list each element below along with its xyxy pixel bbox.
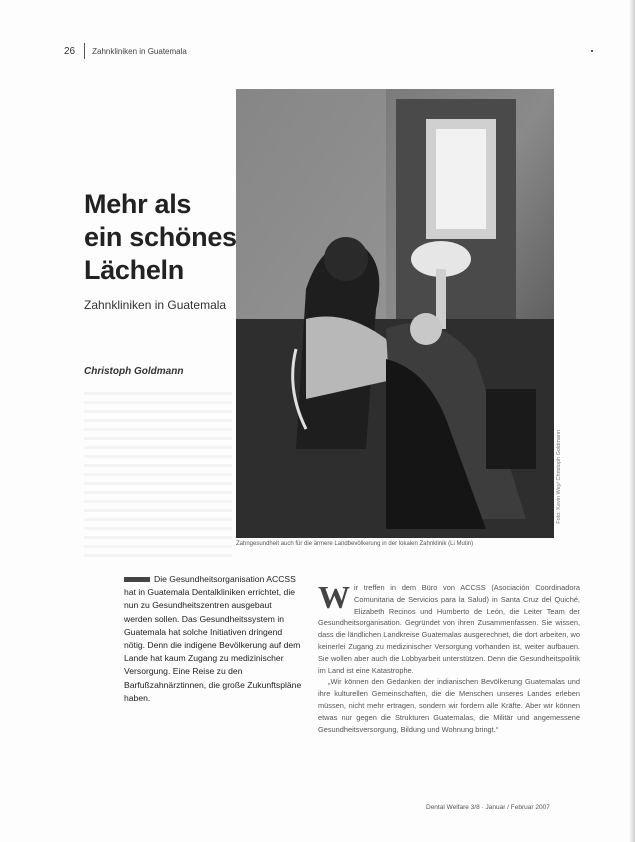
lead-paragraph xyxy=(124,573,302,705)
running-head xyxy=(64,43,187,59)
lead-marker xyxy=(124,577,150,582)
page-edge-shadow xyxy=(629,0,635,842)
drop-cap: W xyxy=(318,579,350,615)
section-name: Zahnkliniken in Guatemala xyxy=(92,46,187,56)
title-line: Lächeln xyxy=(84,255,184,285)
page-number: 26 xyxy=(64,45,76,57)
title-line: Mehr als xyxy=(84,189,192,219)
article-photo xyxy=(236,89,554,538)
photo-credit: Foto: Kevin Wey/ Christoph Goldmann xyxy=(556,430,562,524)
header-mark xyxy=(591,50,593,52)
body-column xyxy=(318,579,580,735)
page-footer: Dental Welfare 3/8 · Januar / Februar 2007 xyxy=(426,804,550,811)
show-through-text xyxy=(84,392,232,557)
photo-caption: Zahngesundheit auch für die ärmere Landbevölkerung in der lokalen Zahnklinik (Li Mutin) xyxy=(236,541,474,547)
article-subtitle: Zahnkliniken in Guatemala xyxy=(84,298,227,312)
article-author: Christoph Goldmann xyxy=(84,366,184,377)
title-line: ein schönes xyxy=(84,222,237,252)
lead-text: Die Gesundheitsorganisation ACCSS hat in Guatemala Dentalkliniken errichtet, die nun zu Gesundheitszentren ausgebaut werden sollen. Das Gesundheitssystem in Guatemala hat solche Initiativen dringend nötig. Denn die indigene Bevölkerung auf dem Lande hat kaum Zugang zu medizinischer Versorgung. Eine Reise zu den Barfußzahnärztinnen, die große Zukunftspläne haben. xyxy=(124,574,302,703)
article-title xyxy=(84,188,254,287)
header-divider xyxy=(84,43,85,59)
body-paragraph: ir treffen in dem Büro von ACCSS (Asociación Coordinadora Comunitaria de Servicios para la Salud) in Santa Cruz del Quiché, Elizabeth Recinos und Humberto de León, die Leiter Team der Gesundheitsorganisation. Gegründet von ihren Zusammenfassen. Sie wissen, dass die ländlichen Landkreise Guatemalas ausgerechnet, die dort arbeiten, wo keinerlei Zugang zu medizinischer Versorgung vorhanden ist, weiter aufbauen. Sie wollen aber auch die Lobbyarbeit unterstützen. Denn die Gesundheitspolitik im Land ist eine Katastrophe. xyxy=(318,583,580,675)
body-paragraph: „Wir können den Gedanken der indianischen Bevölkerung Guatemalas und ihre kulturellen Gemeinschaften, die die Menschen unseres Landes erleben müssen, nicht mehr ertragen, sondern wir fordern alle Kräfte. Aber wir können etwas nur gegen die Strukturen Guatemalas, die Militär und angemessene Gesundheitsversorgung, Bildung und Wohnung bringt.“ xyxy=(318,677,580,734)
